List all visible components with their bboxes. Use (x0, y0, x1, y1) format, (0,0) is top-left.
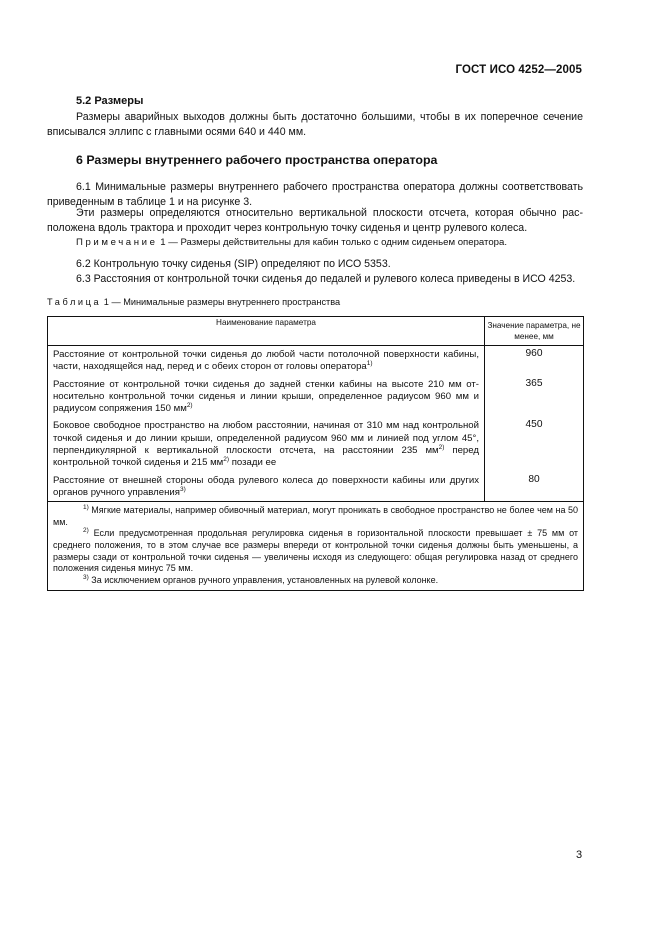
table-caption-label: Таблица (47, 297, 102, 307)
value-cell: 960 (485, 346, 584, 376)
parameter-cell: Расстояние от контрольной точки сиденья до задней стенки кабины на высоте 210 мм относительно контрольной точки сиденья и линии крыши, определенное радиусом 960 мм и радиусом сопряжения 150 $мм^{2)}$ (48, 376, 485, 418)
table-caption-text: 1 — Минимальные размеры внутреннего пространства (101, 297, 341, 307)
footnote-3: $^{3)}$ За исключением органов ручного управления, установленных на рулевой колонке. (83, 573, 439, 585)
parameter-cell: Расстояние от внешней стороны обода рулевого колеса до поверхности кабины или других органов ручного управления$^{3)}$ (48, 472, 485, 502)
table-footnotes (48, 502, 584, 591)
table-row (48, 346, 584, 376)
page-number: 3 (576, 849, 583, 861)
value-cell: 365 (485, 376, 584, 418)
section-5-2-title: 5.2 Размеры (76, 95, 144, 107)
note-text: 1 — Размеры действительны для кабин только с одним сиденьем оператора. (157, 237, 507, 248)
footnote-2: $^{2)}$ Если предусмотренная продольная регулировка сиденья в горизонтальной плоскости превышает ± 75 мм от среднего положения, то в этом случае все размеры впереди от контрольной точки сиденья должны быть уменьшены, а размеры сзади от контрольной точки сиденья — увеличены исходя из следующего: общая регулировка назад от среднего положения сиденья минус 75 мм. (53, 527, 578, 574)
note-label: Примечание (76, 237, 158, 248)
footnote-1: $^{1)}$ Мягкие материалы, например обивочный материал, могут проникать в свободное пространство не более чем на 50 мм. (53, 504, 578, 527)
table-row (48, 417, 584, 471)
parameter-cell: Боковое свободное пространство на любом расстоянии, начиная от 310 мм над контрольной точкой сиденья и до линии крыши, определенной радиусом 960 мм и линией под углом 45°, перпендикулярной к вертикальной плоскости отсчета, на расстоянии 235 $мм^{2)}$ перед контрольной точкой сиденья и 215 $мм^{2)}$ позади ее (48, 417, 485, 471)
paragraph-6-1-continued: Эти размеры определяются относительно вертикальной плоскости отсчета, которая обычно расположена вдоль трактора и проходит через контрольную точку сиденья и центр рулевого колеса. (47, 207, 583, 235)
paragraph-6-2: 6.2 Контрольную точку сиденья (SIP) определяют по ИСО 5353. (76, 258, 391, 270)
note-1 (76, 237, 507, 248)
table-row (48, 472, 584, 502)
dimensions-table (47, 316, 584, 591)
parameter-cell: Расстояние от контрольной точки сиденья до любой части потолочной поверхности кабины, части, находящейся над, перед и с обеих сторон от головы оператора$^{1)}$ (48, 346, 485, 376)
standard-designation: ГОСТ ИСО 4252—2005 (455, 64, 582, 76)
paragraph-6-3: 6.3 Расстояния от контрольной точки сиденья до педалей и рулевого колеса приведены в ИСО 4253. (76, 273, 576, 285)
table-row (48, 376, 584, 418)
column-header-parameter: Наименование параметра (48, 317, 485, 346)
table-caption (47, 297, 340, 307)
value-cell: 450 (485, 417, 584, 471)
column-header-value: Значение параметра, не менее, мм (485, 317, 584, 346)
value-cell: 80 (485, 472, 584, 502)
section-6-title: 6 Размеры внутреннего рабочего пространства оператора (76, 153, 438, 167)
paragraph-6-1: 6.1 Минимальные размеры внутреннего рабочего пространства оператора должны соответствовать приведенным в таблице 1 и на рисунке 3. (47, 181, 583, 209)
section-5-2-text: Размеры аварийных выходов должны быть достаточно большими, чтобы в их поперечное сечение вписывался эллипс с главными осями 640 и 440 мм. (47, 111, 583, 139)
